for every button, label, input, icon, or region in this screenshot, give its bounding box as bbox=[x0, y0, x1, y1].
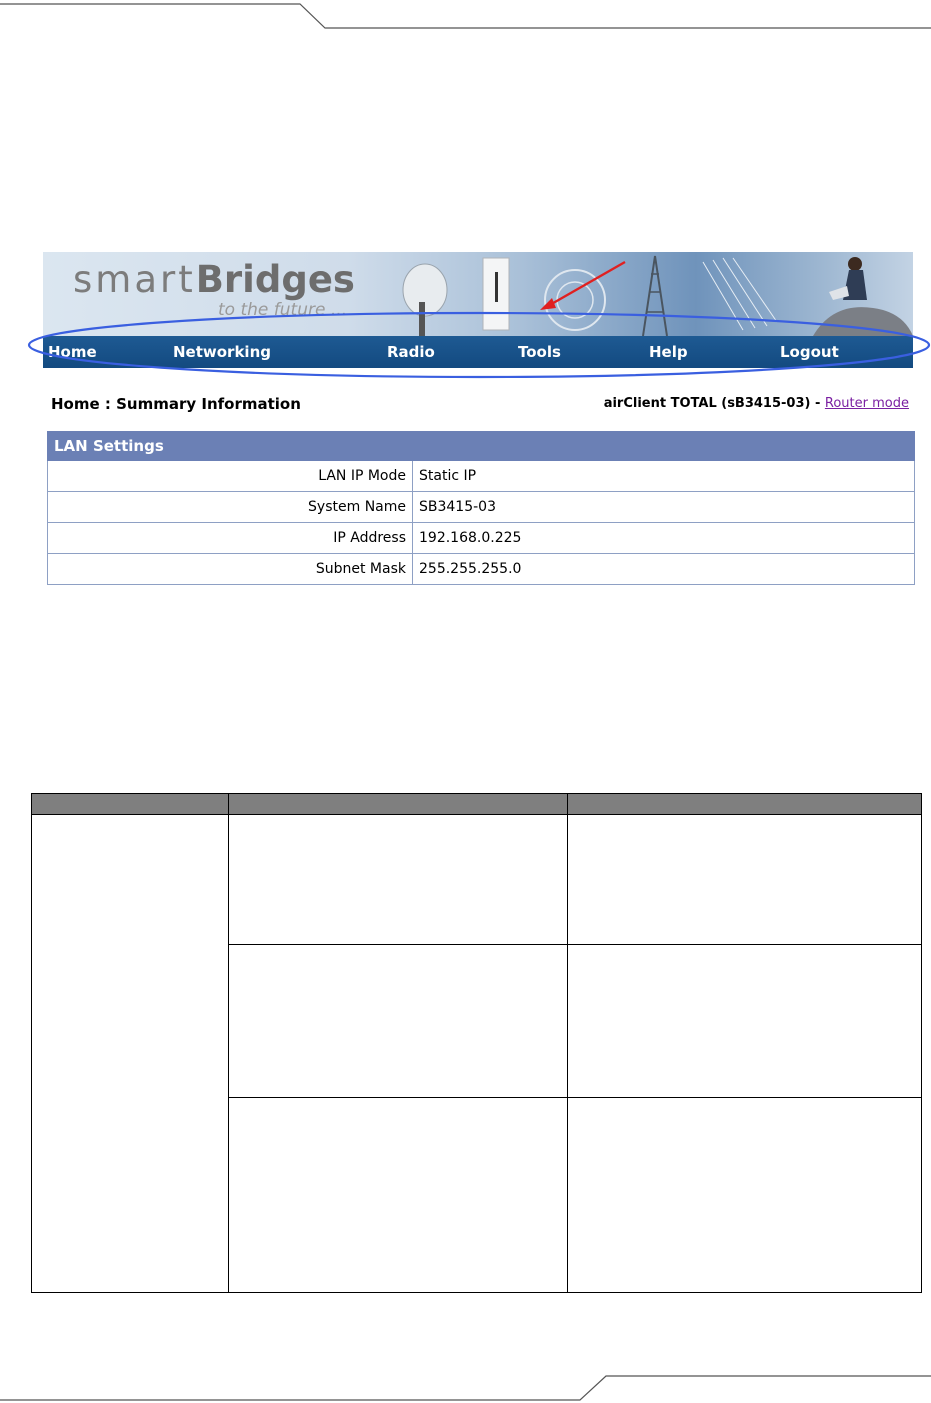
nav-help[interactable]: Help bbox=[649, 343, 688, 361]
doc-cell bbox=[568, 1098, 922, 1293]
doc-cell bbox=[229, 945, 568, 1098]
table-row bbox=[48, 492, 915, 523]
table-row bbox=[48, 461, 915, 492]
doc-cell bbox=[568, 815, 922, 945]
lan-settings-title: LAN Settings bbox=[48, 432, 915, 461]
logo-bridges-text: Bridges bbox=[195, 258, 355, 301]
nav-home[interactable]: Home bbox=[48, 343, 97, 361]
annotation-overlay bbox=[0, 0, 931, 400]
system-name-label: System Name bbox=[48, 492, 413, 523]
doc-cell bbox=[229, 1098, 568, 1293]
doc-header-cell bbox=[32, 794, 229, 815]
logo-tagline: to the future ... bbox=[218, 300, 348, 320]
doc-cell bbox=[568, 945, 922, 1098]
doc-cell bbox=[32, 815, 229, 1293]
annotation-ellipse bbox=[29, 313, 929, 377]
table-row bbox=[48, 523, 915, 554]
system-name-value: SB3415-03 bbox=[413, 492, 915, 523]
logo-smart-text: smart bbox=[73, 258, 196, 301]
annotation-arrow bbox=[540, 262, 625, 310]
nav-logout[interactable]: Logout bbox=[780, 343, 839, 361]
page-breadcrumb: Home : Summary Information bbox=[51, 395, 301, 413]
ip-address-label: IP Address bbox=[48, 523, 413, 554]
device-name: airClient TOTAL (sB3415-03) - bbox=[603, 396, 821, 411]
doc-header-cell bbox=[568, 794, 922, 815]
lan-ip-mode-value: Static IP bbox=[413, 461, 915, 492]
description-table bbox=[31, 793, 922, 1293]
table-row bbox=[48, 554, 915, 585]
subnet-mask-label: Subnet Mask bbox=[48, 554, 413, 585]
ip-address-value: 192.168.0.225 bbox=[413, 523, 915, 554]
router-mode-link[interactable]: Router mode bbox=[824, 396, 909, 411]
device-info bbox=[604, 396, 909, 411]
nav-networking[interactable]: Networking bbox=[173, 343, 271, 361]
lan-settings-table bbox=[47, 431, 915, 585]
nav-tools[interactable]: Tools bbox=[518, 343, 561, 361]
nav-radio[interactable]: Radio bbox=[387, 343, 435, 361]
doc-cell bbox=[229, 815, 568, 945]
subnet-mask-value: 255.255.255.0 bbox=[413, 554, 915, 585]
doc-header-cell bbox=[229, 794, 568, 815]
lan-ip-mode-label: LAN IP Mode bbox=[48, 461, 413, 492]
